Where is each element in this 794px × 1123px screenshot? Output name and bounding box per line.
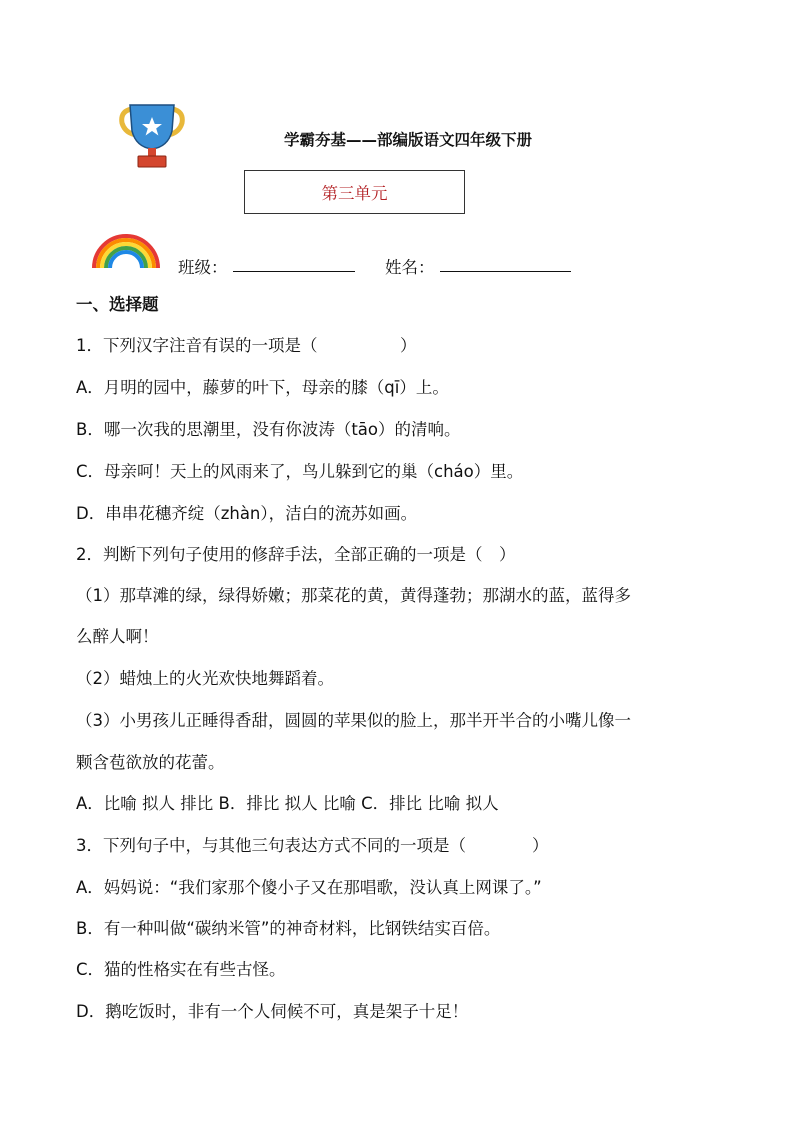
question-3-stem: 3．下列句子中，与其他三句表达方式不同的一项是（ ） xyxy=(76,836,549,855)
class-label: 班级： xyxy=(178,258,228,277)
question-1-option-c: C．母亲呵！天上的风雨来了，鸟儿躲到它的巢（cháo）里。 xyxy=(76,462,524,481)
class-field[interactable] xyxy=(233,271,355,272)
question-1-option-d: D．串串花穗齐绽（zhàn），洁白的流苏如画。 xyxy=(76,504,418,523)
question-2-sentence-1-cont: 么醉人啊！ xyxy=(76,627,159,646)
question-1-stem: 1．下列汉字注音有误的一项是（ ） xyxy=(76,336,417,355)
unit-box xyxy=(244,170,465,214)
question-3-option-a: A．妈妈说：“我们家那个傻小子又在那唱歌，没认真上网课了。” xyxy=(76,878,542,897)
unit-label: 第三单元 xyxy=(321,184,388,203)
question-2-stem: 2．判断下列句子使用的修辞手法，全部正确的一项是（ ） xyxy=(76,545,516,564)
section-heading: 一、选择题 xyxy=(76,295,159,314)
question-2-sentence-1: （1）那草滩的绿，绿得娇嫩；那菜花的黄，黄得蓬勃；那湖水的蓝，蓝得多 xyxy=(76,586,631,605)
name-field[interactable] xyxy=(440,271,571,272)
question-2-options: A．比喻 拟人 排比 B．排比 拟人 比喻 C．排比 比喻 拟人 xyxy=(76,794,499,813)
name-label: 姓名： xyxy=(385,258,435,277)
rainbow-icon xyxy=(90,230,162,270)
question-1-option-b: B．哪一次我的思潮里，没有你波涛（tāo）的清响。 xyxy=(76,420,461,439)
question-2-sentence-3-cont: 颗含苞欲放的花蕾。 xyxy=(76,753,225,772)
worksheet-title: 学霸夯基——部编版语文四年级下册 xyxy=(284,131,533,149)
question-1-option-a: A．月明的园中，藤萝的叶下，母亲的膝（qī）上。 xyxy=(76,378,449,397)
question-2-sentence-3: （3）小男孩儿正睡得香甜，圆圆的苹果似的脸上，那半开半合的小嘴儿像一 xyxy=(76,711,631,730)
question-3-option-b: B．有一种叫做“碳纳米管”的神奇材料，比钢铁结实百倍。 xyxy=(76,919,501,938)
question-3-option-d: D．鹅吃饭时，非有一个人伺候不可，真是架子十足！ xyxy=(76,1002,469,1021)
question-2-sentence-2: （2）蜡烛上的火光欢快地舞蹈着。 xyxy=(76,669,334,688)
question-3-option-c: C．猫的性格实在有些古怪。 xyxy=(76,960,286,979)
trophy-icon xyxy=(118,103,186,169)
